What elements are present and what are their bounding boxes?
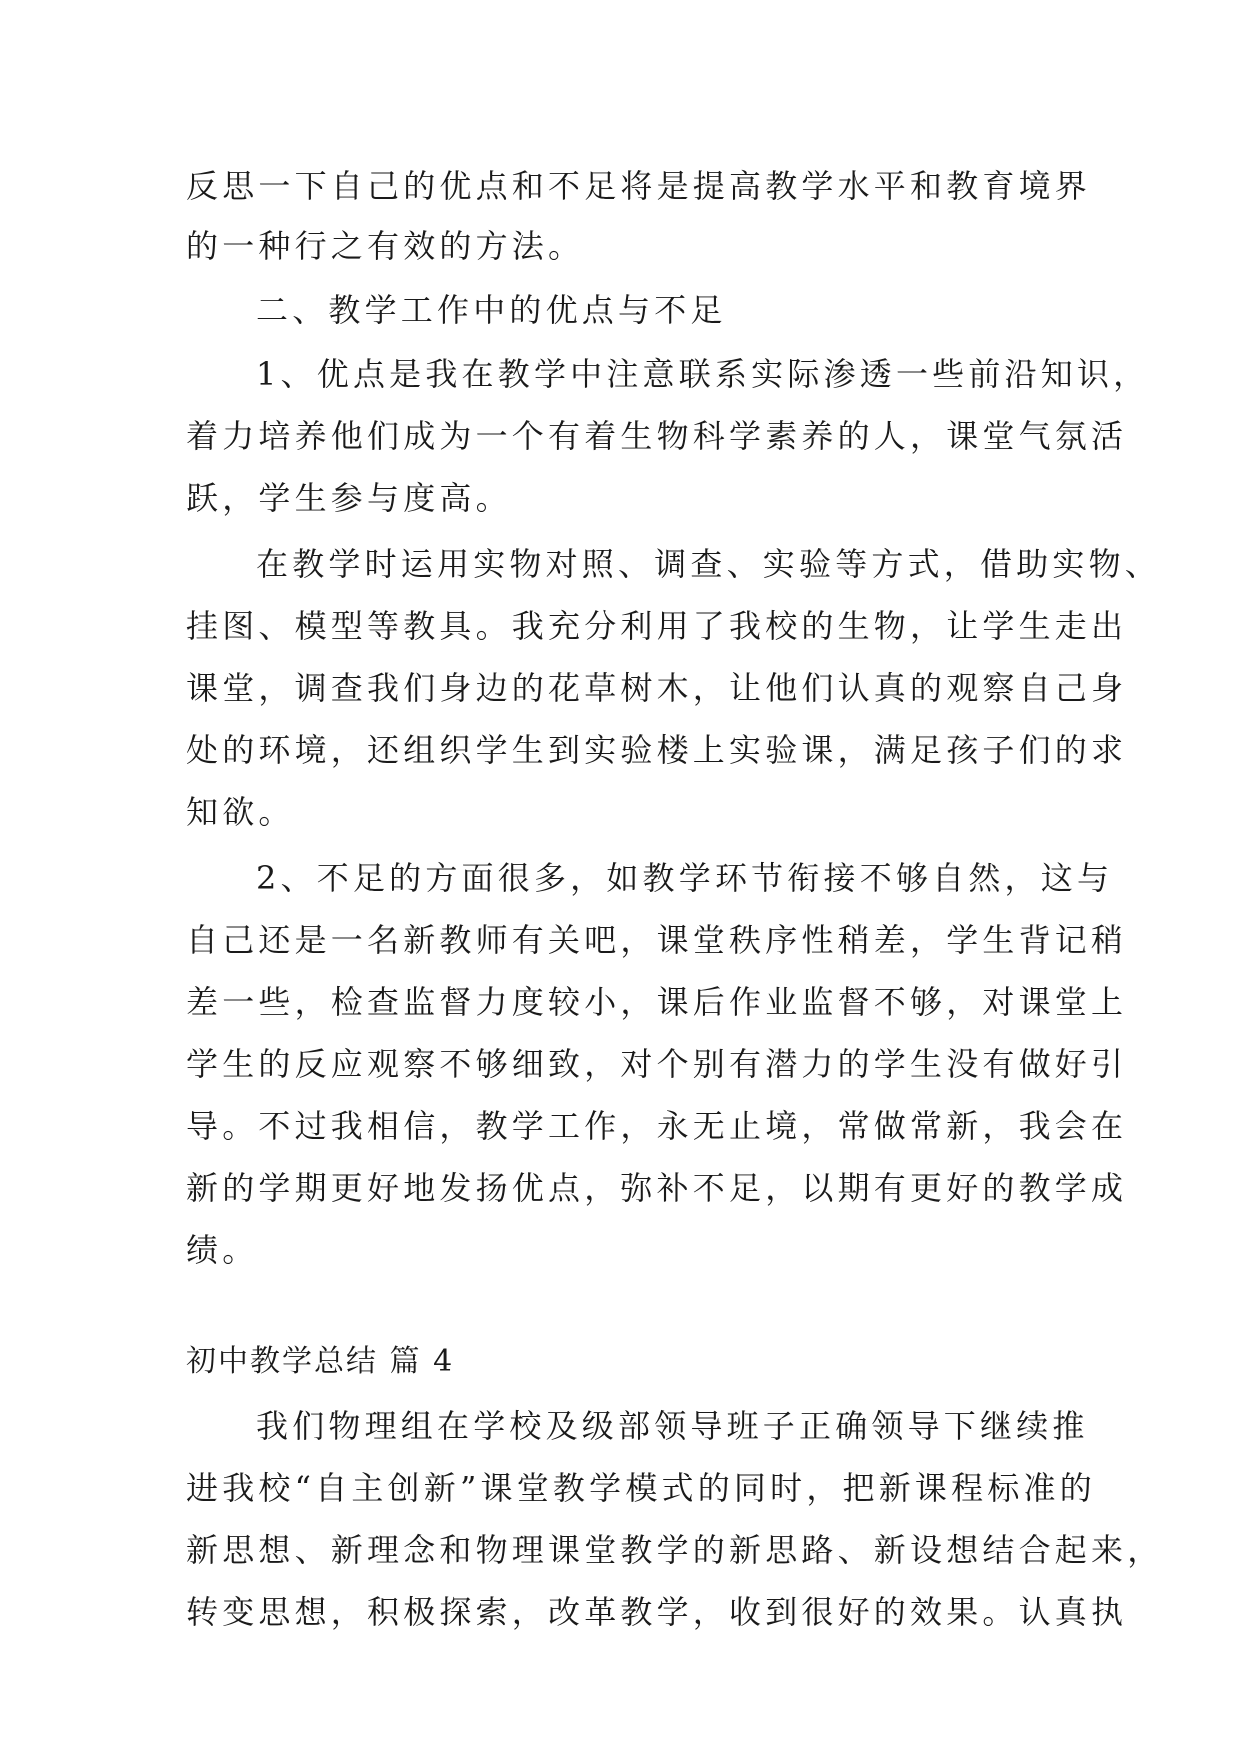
text-line: 自己还是一名新教师有关吧，课堂秩序性稍差，学生背记稍	[186, 921, 1128, 959]
text-line: 的一种行之有效的方法。	[186, 227, 585, 265]
text-line: 新思想、新理念和物理课堂教学的新思路、新设想结合起来，	[186, 1531, 1164, 1569]
text-line: 差一些，检查监督力度较小，课后作业监督不够，对课堂上	[186, 983, 1128, 1021]
text-line: 1、优点是我在教学中注意联系实际渗透一些前沿知识，	[256, 355, 1150, 393]
text-line: 绩。	[186, 1231, 259, 1269]
text-line: 课堂，调查我们身边的花草树木，让他们认真的观察自己身	[186, 669, 1128, 707]
text-line: 我们物理组在学校及级部领导班子正确领导下继续推	[256, 1407, 1089, 1445]
text-line: 挂图、模型等教具。我充分利用了我校的生物，让学生走出	[186, 607, 1128, 645]
text-line: 在教学时运用实物对照、调查、实验等方式，借助实物、	[256, 545, 1162, 583]
text-line: 2、不足的方面很多，如教学环节衔接不够自然，这与	[256, 859, 1114, 897]
article-heading: 初中教学总结 篇 4	[186, 1344, 455, 1379]
text-line: 学生的反应观察不够细致，对个别有潜力的学生没有做好引	[186, 1045, 1128, 1083]
text-line: 着力培养他们成为一个有着生物科学素养的人，课堂气氛活	[186, 417, 1128, 455]
text-line: 导。不过我相信，教学工作，永无止境，常做常新，我会在	[186, 1107, 1128, 1145]
text-line: 跃，学生参与度高。	[186, 479, 512, 517]
text-line: 进我校“自主创新”课堂教学模式的同时，把新课程标准的	[186, 1469, 1096, 1507]
text-line: 新的学期更好地发扬优点，弥补不足，以期有更好的教学成	[186, 1169, 1128, 1207]
text-line: 处的环境，还组织学生到实验楼上实验课，满足孩子们的求	[186, 731, 1128, 769]
section-heading: 二、教学工作中的优点与不足	[256, 291, 727, 329]
text-line: 反思一下自己的优点和不足将是提高教学水平和教育境界	[186, 167, 1092, 205]
text-line: 转变思想，积极探索，改革教学，收到很好的效果。认真执	[186, 1593, 1128, 1631]
text-line: 知欲。	[186, 793, 295, 831]
